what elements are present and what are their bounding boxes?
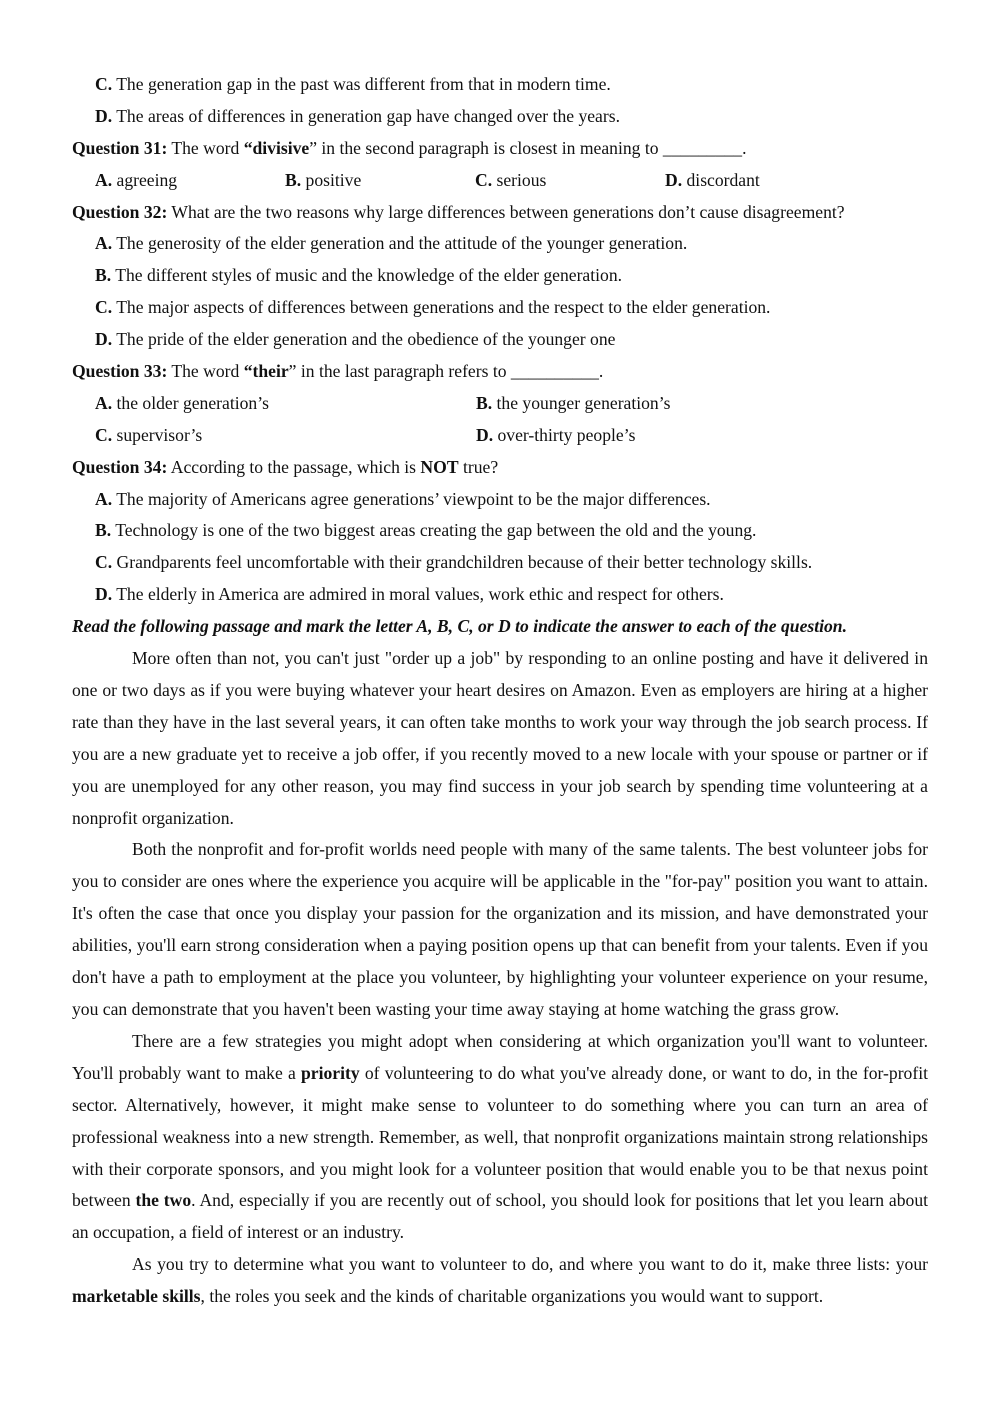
option-d: D. over-thirty people’s xyxy=(476,424,636,445)
option-b: B. Technology is one of the two biggest areas creating the gap between the old and the young. xyxy=(95,520,757,541)
keyword-priority: priority xyxy=(301,1062,360,1083)
question-33-options-row-2 xyxy=(72,420,928,452)
option-c: C. serious xyxy=(475,169,547,190)
option-a: A. the older generation’s xyxy=(95,392,269,413)
option-b: B. The different styles of music and the knowledge of the elder generation. xyxy=(95,265,623,286)
passage-paragraph-3: There are a few strategies you might adopt when considering at which organization you'll want to volunteer. You'll probably want to make a priority of volunteering to do what you've already done, or want to do, in the for-profit sector. Alternatively, however, it might make sense to volunteer to do something where you can turn an area of professional weakness into a new strength. Remember, as well, that nonprofit organizations maintain strong relationships with their corporate sponsors, and you might look for a volunteer position that would enable you to be that nexus point between the two. And, especially if you are recently out of school, you should look for positions that let you learn about an occupation, a field of interest or an industry. xyxy=(72,1030,929,1243)
option-c: C. The generation gap in the past was different from that in modern time. xyxy=(95,74,611,94)
option-d: D. The areas of differences in generation gap have changed over the years. xyxy=(95,105,620,126)
question-31: Question 31: The word “divisive” in the second paragraph is closest in meaning to _________. xyxy=(72,137,747,158)
passage-paragraph-1: More often than not, you can't just "order up a job" by responding to an online posting and have it delivered in one or two days as if you were buying whatever your heart desires on Amazon. Even as employers are hiring at a higher rate than they have in the last several years, it can often take months to work your way through the job search process. If you are a new graduate yet to receive a job offer, if you recently moved to a new locale with your spouse or partner or if you are unemployed for any other reason, you may find success in your job search by spending time volunteering at a nonprofit organization. xyxy=(72,648,928,828)
question-32: Question 32: What are the two reasons why large differences between generations don’t cause disagreement? xyxy=(72,201,845,222)
passage-instruction: Read the following passage and mark the letter A, B, C, or D to indicate the answer to each of the question. xyxy=(72,616,847,637)
option-a: A. The majority of Americans agree generations’ viewpoint to be the major differences. xyxy=(95,488,711,509)
option-d: D. The pride of the elder generation and the obedience of the younger one xyxy=(95,329,616,350)
option-c: C. supervisor’s xyxy=(95,424,203,445)
option-d: D. The elderly in America are admired in moral values, work ethic and respect for others. xyxy=(95,584,724,605)
option-b: B. the younger generation’s xyxy=(476,392,671,413)
passage-paragraph-2: Both the nonprofit and for-profit worlds need people with many of the same talents. The best volunteer jobs for you to consider are ones where the experience you acquire will be applicable in the "for-pay" position you want to attain. It's often the case that once you display your passion for the organization and its mission, and have demonstrated your abilities, you'll earn strong consideration when a paying position opens up that can benefit from your talents. Even if you don't have a path to employment at the place you volunteer, by highlighting your volunteer experience on your resume, you can demonstrate that you haven't been wasting your time away staying at home watching the grass grow. xyxy=(72,839,928,1019)
question-33-options-row-1 xyxy=(72,388,928,420)
option-b: B. positive xyxy=(285,169,362,190)
keyword-marketable-skills: marketable skills xyxy=(72,1286,201,1307)
question-34: Question 34: According to the passage, which is NOT true? xyxy=(72,456,499,477)
question-31-options xyxy=(72,165,928,197)
passage-paragraph-4: As you try to determine what you want to volunteer to do, and where you want to do it, make three lists: your marketable skills, the roles you seek and the kinds of charitable organizations you would want to support. xyxy=(72,1254,928,1307)
option-c: C. Grandparents feel uncomfortable with their grandchildren because of their better technology skills. xyxy=(95,552,813,573)
question-33: Question 33: The word “their” in the last paragraph refers to __________. xyxy=(72,361,604,382)
document-page xyxy=(72,69,928,1313)
option-d: D. discordant xyxy=(665,169,760,190)
option-a: A. The generosity of the elder generation and the attitude of the younger generation. xyxy=(95,233,688,254)
option-c: C. The major aspects of differences between generations and the respect to the elder generation. xyxy=(95,297,771,318)
keyword-the-two: the two xyxy=(135,1190,192,1211)
option-a: A. agreeing xyxy=(95,169,178,190)
